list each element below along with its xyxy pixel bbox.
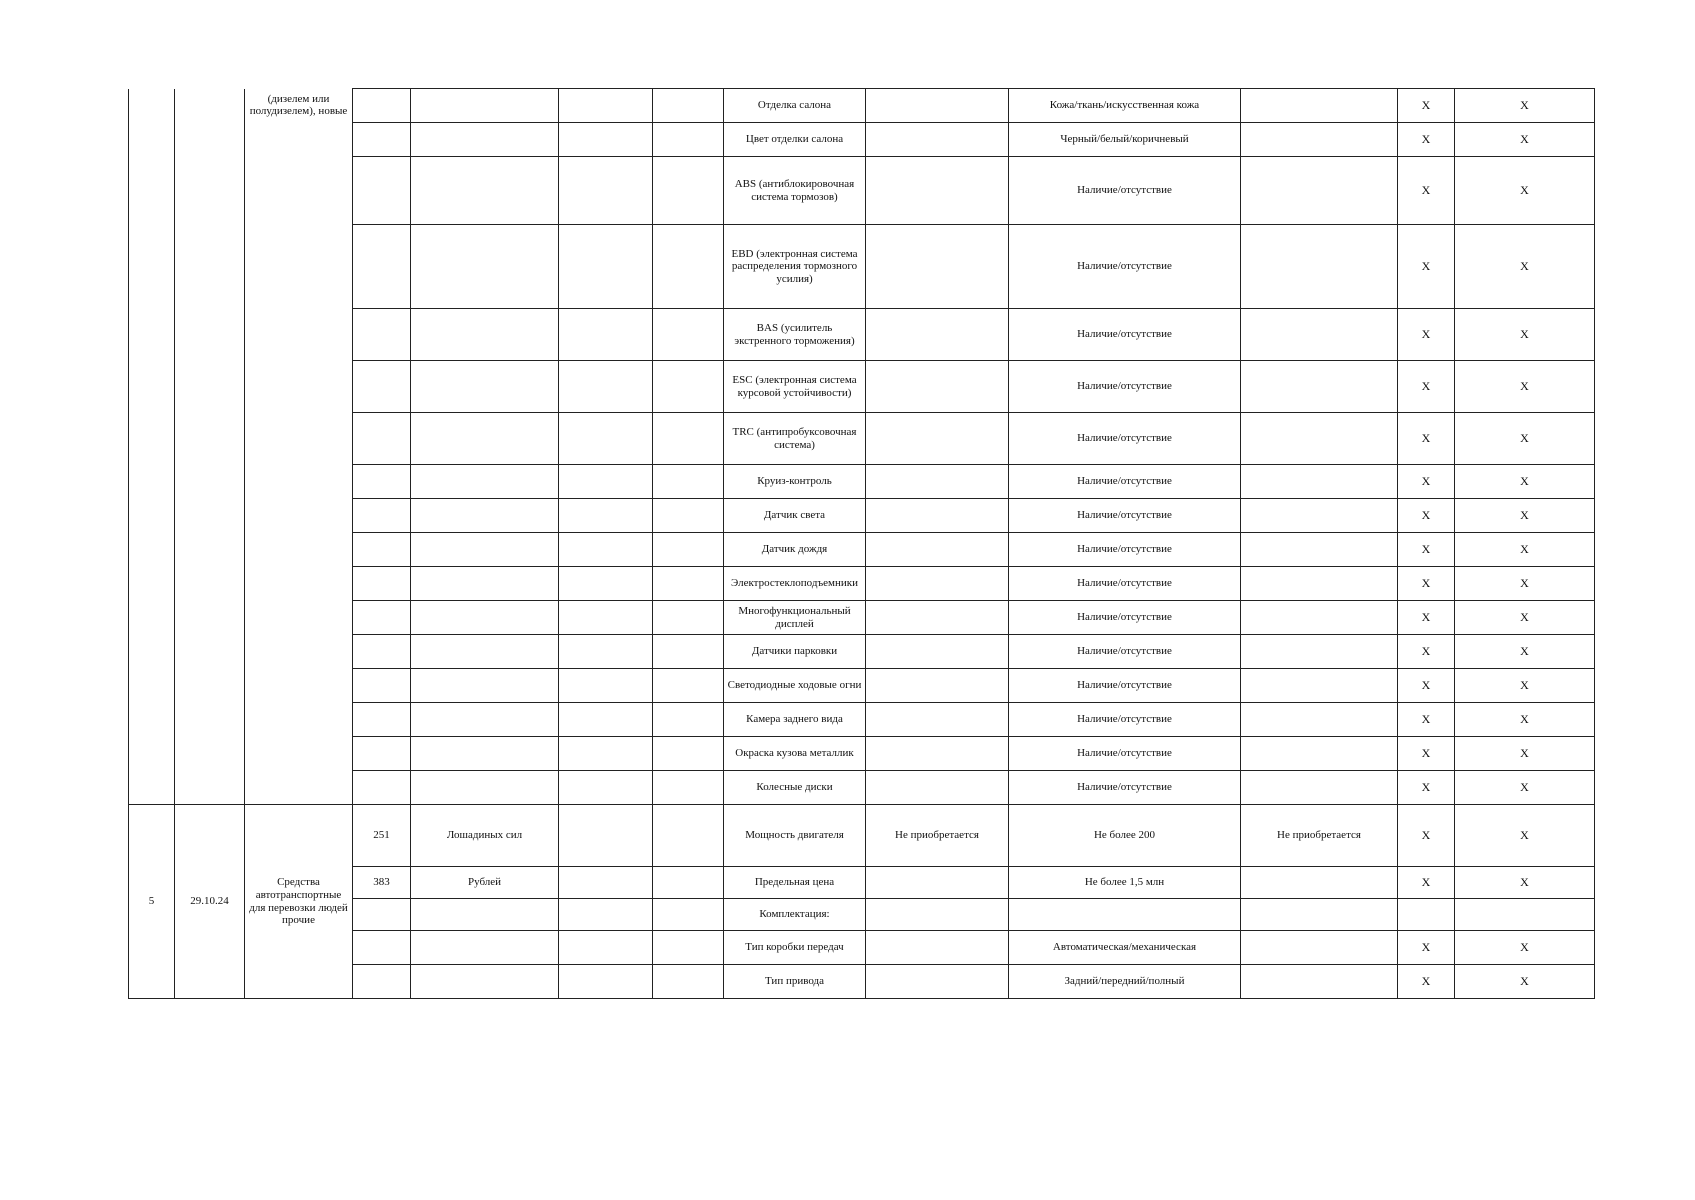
mark-cell-1: X xyxy=(1398,931,1455,965)
mark-cell-2: X xyxy=(1455,361,1595,413)
note-right-cell xyxy=(1241,931,1398,965)
note-right-cell xyxy=(1241,737,1398,771)
characteristic-cell: Светодиодные ходовые огни xyxy=(724,669,866,703)
mark-cell-1: X xyxy=(1398,533,1455,567)
code-cell xyxy=(353,157,411,225)
empty-cell xyxy=(653,703,724,737)
note-left-cell xyxy=(866,635,1009,669)
unit-cell: Рублей xyxy=(411,867,559,899)
empty-cell xyxy=(653,225,724,309)
characteristic-cell: Цвет отделки салона xyxy=(724,123,866,157)
empty-cell xyxy=(559,601,653,635)
empty-cell xyxy=(653,533,724,567)
row-number-cell: 5 xyxy=(129,805,175,999)
mark-cell-1: X xyxy=(1398,669,1455,703)
empty-cell xyxy=(653,737,724,771)
mark-cell-1: X xyxy=(1398,867,1455,899)
code-cell xyxy=(353,899,411,931)
note-right-cell xyxy=(1241,771,1398,805)
characteristic-cell: Отделка салона xyxy=(724,89,866,123)
note-left-cell xyxy=(866,89,1009,123)
code-cell xyxy=(353,737,411,771)
characteristic-cell: EBD (электронная система распределения тормозного усилия) xyxy=(724,225,866,309)
empty-cell xyxy=(653,499,724,533)
empty-cell xyxy=(559,123,653,157)
code-cell: 251 xyxy=(353,805,411,867)
code-cell xyxy=(353,601,411,635)
value-cell: Наличие/отсутствие xyxy=(1009,567,1241,601)
mark-cell-1: X xyxy=(1398,157,1455,225)
unit-cell xyxy=(411,899,559,931)
value-cell: Наличие/отсутствие xyxy=(1009,703,1241,737)
note-right-cell xyxy=(1241,499,1398,533)
unit-cell xyxy=(411,669,559,703)
note-left-cell xyxy=(866,669,1009,703)
unit-cell xyxy=(411,931,559,965)
value-cell: Автоматическая/механическая xyxy=(1009,931,1241,965)
empty-cell xyxy=(653,669,724,703)
code-cell xyxy=(353,771,411,805)
table-row xyxy=(129,89,1595,123)
unit-cell xyxy=(411,703,559,737)
code-cell xyxy=(353,703,411,737)
mark-cell-2: X xyxy=(1455,499,1595,533)
code-cell xyxy=(353,89,411,123)
empty-cell xyxy=(653,123,724,157)
note-left-cell xyxy=(866,533,1009,567)
note-right-cell xyxy=(1241,89,1398,123)
mark-cell-2: X xyxy=(1455,931,1595,965)
characteristic-cell: Камера заднего вида xyxy=(724,703,866,737)
value-cell: Черный/белый/коричневый xyxy=(1009,123,1241,157)
note-right-cell xyxy=(1241,601,1398,635)
code-cell xyxy=(353,533,411,567)
note-left-cell xyxy=(866,157,1009,225)
mark-cell-2: X xyxy=(1455,635,1595,669)
note-right-cell xyxy=(1241,465,1398,499)
characteristic-cell: ABS (антиблокировочная система тормозов) xyxy=(724,157,866,225)
mark-cell-2: X xyxy=(1455,89,1595,123)
value-cell: Наличие/отсутствие xyxy=(1009,157,1241,225)
note-left-cell xyxy=(866,309,1009,361)
mark-cell-1: X xyxy=(1398,567,1455,601)
unit-cell xyxy=(411,361,559,413)
unit-cell xyxy=(411,157,559,225)
value-cell: Наличие/отсутствие xyxy=(1009,601,1241,635)
mark-cell-1: X xyxy=(1398,413,1455,465)
value-cell: Наличие/отсутствие xyxy=(1009,669,1241,703)
code-cell xyxy=(353,635,411,669)
value-cell: Не более 200 xyxy=(1009,805,1241,867)
mark-cell-2: X xyxy=(1455,157,1595,225)
empty-cell xyxy=(559,635,653,669)
mark-cell-2: X xyxy=(1455,771,1595,805)
mark-cell-1: X xyxy=(1398,771,1455,805)
note-right-cell xyxy=(1241,413,1398,465)
empty-cell xyxy=(559,157,653,225)
unit-cell xyxy=(411,737,559,771)
note-left-cell xyxy=(866,225,1009,309)
characteristic-cell: Круиз-контроль xyxy=(724,465,866,499)
mark-cell-2: X xyxy=(1455,669,1595,703)
mark-cell-2: X xyxy=(1455,465,1595,499)
note-left-cell xyxy=(866,123,1009,157)
unit-cell xyxy=(411,309,559,361)
characteristic-cell: Тип привода xyxy=(724,965,866,999)
note-right-cell xyxy=(1241,309,1398,361)
value-cell: Кожа/ткань/искусственная кожа xyxy=(1009,89,1241,123)
category-label-cell: (дизелем или полудизелем), новые xyxy=(245,89,353,805)
empty-cell xyxy=(559,965,653,999)
empty-cell xyxy=(653,635,724,669)
empty-cell xyxy=(653,567,724,601)
empty-cell xyxy=(653,465,724,499)
empty-cell xyxy=(559,225,653,309)
mark-cell-1: X xyxy=(1398,361,1455,413)
unit-cell xyxy=(411,413,559,465)
note-left-cell xyxy=(866,965,1009,999)
mark-cell-1: X xyxy=(1398,123,1455,157)
unit-cell xyxy=(411,771,559,805)
code-cell: 383 xyxy=(353,867,411,899)
empty-cell xyxy=(559,309,653,361)
mark-cell-1: X xyxy=(1398,309,1455,361)
value-cell: Наличие/отсутствие xyxy=(1009,771,1241,805)
unit-cell xyxy=(411,499,559,533)
value-cell: Не более 1,5 млн xyxy=(1009,867,1241,899)
note-right-cell xyxy=(1241,123,1398,157)
value-cell: Наличие/отсутствие xyxy=(1009,465,1241,499)
empty-cell xyxy=(559,89,653,123)
empty-cell xyxy=(653,931,724,965)
unit-cell: Лошадиных сил xyxy=(411,805,559,867)
empty-cell xyxy=(559,413,653,465)
note-right-cell xyxy=(1241,965,1398,999)
characteristic-cell: Многофункциональный дисплей xyxy=(724,601,866,635)
mark-cell-1: X xyxy=(1398,499,1455,533)
value-cell xyxy=(1009,899,1241,931)
value-cell: Наличие/отсутствие xyxy=(1009,737,1241,771)
empty-cell xyxy=(653,157,724,225)
note-left-cell xyxy=(866,361,1009,413)
mark-cell-1: X xyxy=(1398,703,1455,737)
empty-cell xyxy=(559,867,653,899)
mark-cell-2: X xyxy=(1455,965,1595,999)
unit-cell xyxy=(411,89,559,123)
code-cell xyxy=(353,309,411,361)
value-cell: Наличие/отсутствие xyxy=(1009,225,1241,309)
note-right-cell xyxy=(1241,567,1398,601)
mark-cell-1: X xyxy=(1398,225,1455,309)
note-left-cell xyxy=(866,465,1009,499)
mark-cell-2 xyxy=(1455,899,1595,931)
characteristic-cell: Комплектация: xyxy=(724,899,866,931)
note-left-cell xyxy=(866,899,1009,931)
category-label-cell: Средства автотранспортные для перевозки людей прочие xyxy=(245,805,353,999)
note-left-cell xyxy=(866,413,1009,465)
characteristic-cell: Мощность двигателя xyxy=(724,805,866,867)
empty-cell xyxy=(559,931,653,965)
empty-cell xyxy=(559,567,653,601)
empty-cell xyxy=(653,899,724,931)
empty-cell xyxy=(559,533,653,567)
mark-cell-1: X xyxy=(1398,635,1455,669)
empty-cell xyxy=(653,89,724,123)
code-cell xyxy=(353,413,411,465)
note-left-cell xyxy=(866,771,1009,805)
mark-cell-2: X xyxy=(1455,309,1595,361)
empty-cell xyxy=(559,805,653,867)
empty-cell xyxy=(653,965,724,999)
date-cell: 29.10.24 xyxy=(175,805,245,999)
note-left-cell: Не приобретается xyxy=(866,805,1009,867)
note-right-cell xyxy=(1241,225,1398,309)
mark-cell-2: X xyxy=(1455,123,1595,157)
value-cell: Наличие/отсутствие xyxy=(1009,533,1241,567)
characteristic-cell: BAS (усилитель экстренного торможения) xyxy=(724,309,866,361)
mark-cell-1: X xyxy=(1398,805,1455,867)
note-left-cell xyxy=(866,703,1009,737)
mark-cell-1 xyxy=(1398,899,1455,931)
unit-cell xyxy=(411,123,559,157)
code-cell xyxy=(353,669,411,703)
note-right-cell xyxy=(1241,867,1398,899)
note-left-cell xyxy=(866,601,1009,635)
value-cell: Наличие/отсутствие xyxy=(1009,309,1241,361)
mark-cell-2: X xyxy=(1455,737,1595,771)
note-right-cell xyxy=(1241,361,1398,413)
mark-cell-1: X xyxy=(1398,737,1455,771)
empty-cell xyxy=(559,737,653,771)
value-cell: Наличие/отсутствие xyxy=(1009,635,1241,669)
empty-cell xyxy=(653,309,724,361)
mark-cell-2: X xyxy=(1455,601,1595,635)
unit-cell xyxy=(411,465,559,499)
mark-cell-2: X xyxy=(1455,413,1595,465)
empty-cell xyxy=(559,771,653,805)
code-cell xyxy=(353,465,411,499)
empty-cell xyxy=(653,413,724,465)
characteristic-cell: Тип коробки передач xyxy=(724,931,866,965)
code-cell xyxy=(353,567,411,601)
code-cell xyxy=(353,361,411,413)
note-right-cell xyxy=(1241,703,1398,737)
characteristic-cell: Предельная цена xyxy=(724,867,866,899)
note-right-cell xyxy=(1241,899,1398,931)
unit-cell xyxy=(411,225,559,309)
mark-cell-2: X xyxy=(1455,805,1595,867)
mark-cell-2: X xyxy=(1455,567,1595,601)
empty-cell xyxy=(653,771,724,805)
note-left-cell xyxy=(866,867,1009,899)
code-cell xyxy=(353,225,411,309)
empty-cell xyxy=(653,361,724,413)
code-cell xyxy=(353,931,411,965)
note-left-cell xyxy=(866,931,1009,965)
mark-cell-1: X xyxy=(1398,601,1455,635)
row-number-cell xyxy=(129,89,175,805)
characteristic-cell: Датчики парковки xyxy=(724,635,866,669)
empty-cell xyxy=(559,499,653,533)
unit-cell xyxy=(411,601,559,635)
characteristic-cell: Датчик дождя xyxy=(724,533,866,567)
value-cell: Наличие/отсутствие xyxy=(1009,413,1241,465)
characteristic-cell: Окраска кузова металлик xyxy=(724,737,866,771)
requirements-table xyxy=(128,88,1595,999)
note-right-cell xyxy=(1241,635,1398,669)
value-cell: Наличие/отсутствие xyxy=(1009,361,1241,413)
empty-cell xyxy=(653,805,724,867)
note-right-cell xyxy=(1241,157,1398,225)
note-right-cell xyxy=(1241,669,1398,703)
note-left-cell xyxy=(866,567,1009,601)
mark-cell-2: X xyxy=(1455,225,1595,309)
empty-cell xyxy=(653,601,724,635)
code-cell xyxy=(353,965,411,999)
mark-cell-1: X xyxy=(1398,89,1455,123)
empty-cell xyxy=(653,867,724,899)
value-cell: Наличие/отсутствие xyxy=(1009,499,1241,533)
value-cell: Задний/передний/полный xyxy=(1009,965,1241,999)
unit-cell xyxy=(411,567,559,601)
empty-cell xyxy=(559,465,653,499)
empty-cell xyxy=(559,361,653,413)
note-right-cell: Не приобретается xyxy=(1241,805,1398,867)
empty-cell xyxy=(559,669,653,703)
note-left-cell xyxy=(866,737,1009,771)
characteristic-cell: Электростеклоподъемники xyxy=(724,567,866,601)
characteristic-cell: TRC (антипробуксовочная система) xyxy=(724,413,866,465)
mark-cell-1: X xyxy=(1398,465,1455,499)
unit-cell xyxy=(411,635,559,669)
code-cell xyxy=(353,499,411,533)
mark-cell-1: X xyxy=(1398,965,1455,999)
characteristic-cell: Колесные диски xyxy=(724,771,866,805)
note-left-cell xyxy=(866,499,1009,533)
mark-cell-2: X xyxy=(1455,533,1595,567)
mark-cell-2: X xyxy=(1455,867,1595,899)
date-cell xyxy=(175,89,245,805)
mark-cell-2: X xyxy=(1455,703,1595,737)
unit-cell xyxy=(411,965,559,999)
empty-cell xyxy=(559,703,653,737)
unit-cell xyxy=(411,533,559,567)
note-right-cell xyxy=(1241,533,1398,567)
characteristic-cell: Датчик света xyxy=(724,499,866,533)
empty-cell xyxy=(559,899,653,931)
code-cell xyxy=(353,123,411,157)
table-row xyxy=(129,805,1595,867)
characteristic-cell: ESC (электронная система курсовой устойчивости) xyxy=(724,361,866,413)
